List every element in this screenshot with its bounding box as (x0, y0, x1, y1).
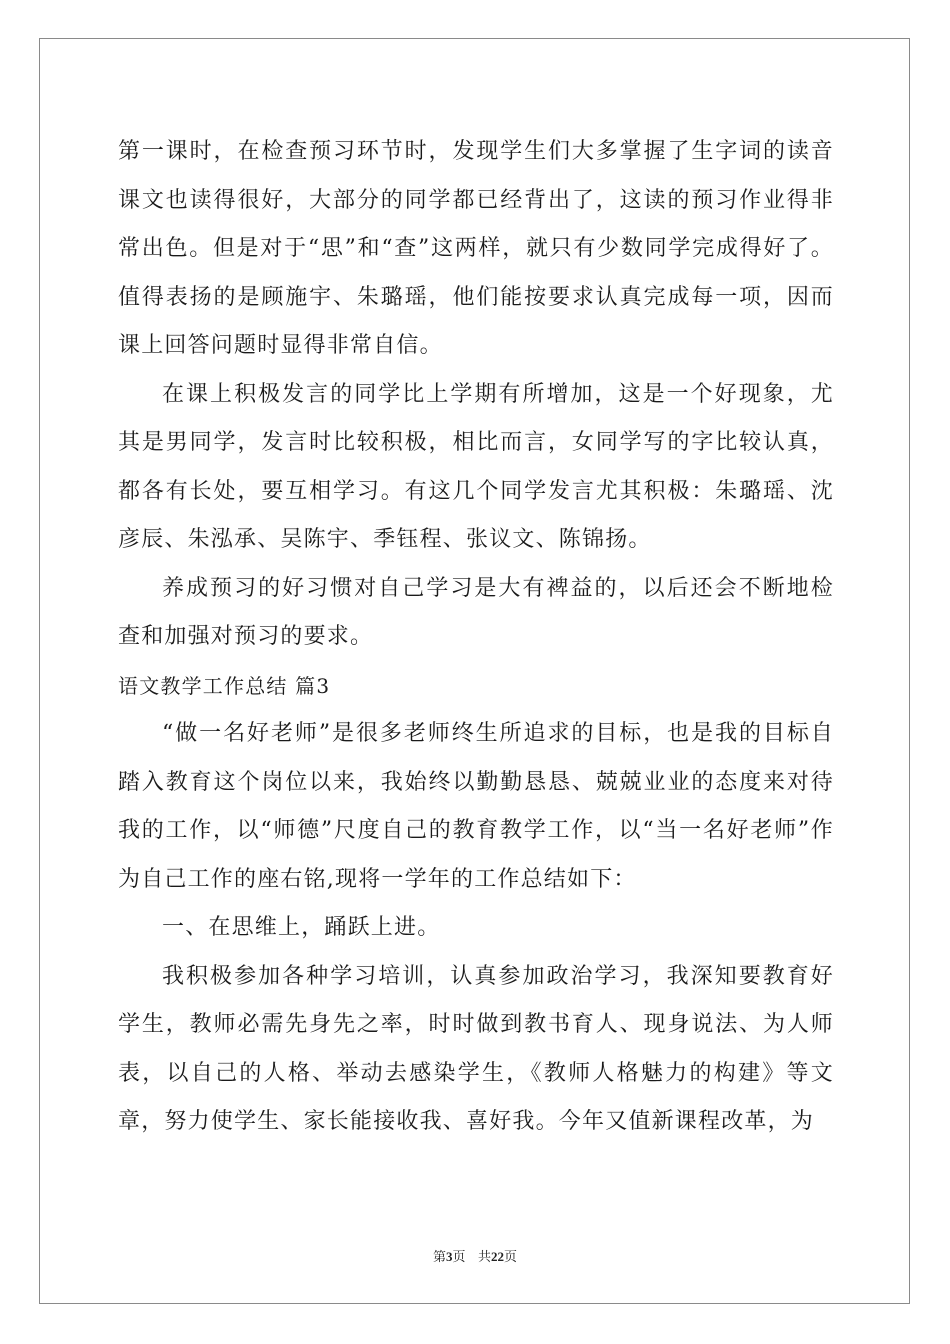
footer-total-prefix: 共 (477, 1250, 491, 1265)
document-body (118, 128, 834, 1147)
section-heading: 语文教学工作总结 篇3 (118, 673, 331, 698)
paragraph-5: 一、在思维上，踊跃上进。 (162, 915, 441, 940)
footer-page-prefix: 第 (433, 1250, 447, 1265)
footer-total-pages: 22 (490, 1249, 504, 1264)
paragraph-6: 我积极参加各种学习培训，认真参加政治学习，我深知要教育好学生，教师必需先身先之率，时时做到教书育人、现身说法、为人师表，以自己的人格、举动去感染学生，《教师人格魅力的构建》等文章，努力使学生、家长能接收我、喜好我。今年又值新课程改革，为 (118, 963, 834, 1134)
paragraph-1: 第一课时，在检查预习环节时，发现学生们大多掌握了生字词的读音课文也读得很好，大部分的同学都已经背出了，这读的预习作业得非常出色。但是对于“思”和“查”这两样，就只有少数同学完成得好了。值得表扬的是顾施宇、朱璐瑶，他们能按要求认真完成每一项，因而课上回答问题时显得非常自信。 (118, 139, 834, 358)
page-footer (0, 1246, 950, 1265)
footer-total-suffix: 页 (503, 1250, 517, 1265)
paragraph-4: “做一名好老师”是很多老师终生所追求的目标，也是我的目标自踏入教育这个岗位以来，我始终以勤勤恳恳、兢兢业业的态度来对待我的工作，以“师德”尺度自己的教育教学工作，以“当一名好老师”作为自己工作的座右铭,现将一学年的工作总结如下： (118, 721, 834, 892)
paragraph-2: 在课上积极发言的同学比上学期有所增加，这是一个好现象，尤其是男同学，发言时比较积极，相比而言，女同学写的字比较认真，都各有长处，要互相学习。有这几个同学发言尤其积极：朱璐瑶、沈彦辰、朱泓承、吴陈宇、季钰程、张议文、陈锦扬。 (118, 381, 834, 552)
footer-page-number: 3 (446, 1249, 453, 1264)
paragraph-3: 养成预习的好习惯对自己学习是大有裨益的，以后还会不断地检查和加强对预习的要求。 (118, 575, 834, 649)
footer-page-suffix: 页 (452, 1250, 466, 1265)
